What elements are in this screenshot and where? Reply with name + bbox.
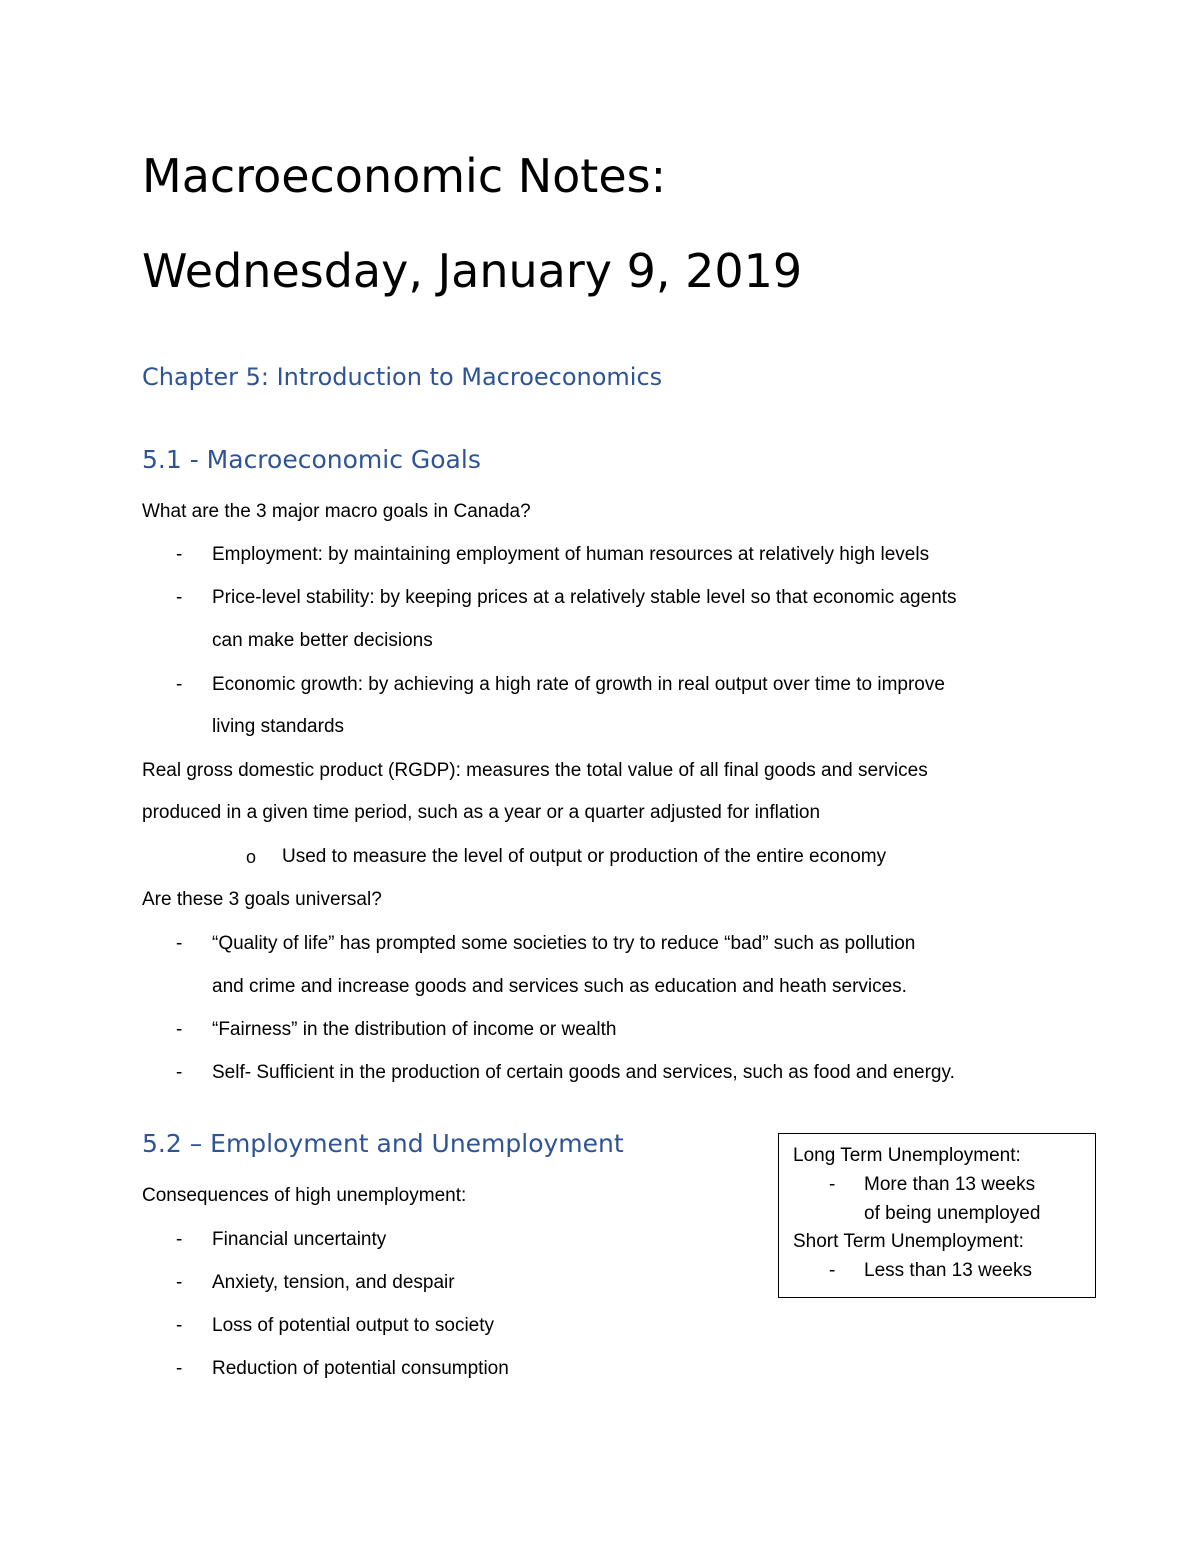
dash-bullet: - (176, 587, 183, 608)
long-term-item-cont: of being unemployed (864, 1203, 1041, 1224)
universal-quality-of-life: “Quality of life” has prompted some societies to try to reduce “bad” such as pollution (212, 933, 916, 954)
long-term-heading: Long Term Unemployment: (793, 1145, 1021, 1166)
short-term-item: Less than 13 weeks (864, 1260, 1032, 1281)
consequence-item: Reduction of potential consumption (212, 1358, 509, 1379)
dash-bullet: - (176, 1062, 183, 1083)
goal-price-stability-cont: can make better decisions (212, 630, 433, 651)
dash-bullet: - (176, 1229, 183, 1250)
consequence-item: Anxiety, tension, and despair (212, 1272, 455, 1293)
chapter-heading: Chapter 5: Introduction to Macroeconomics (142, 363, 663, 391)
universal-fairness: “Fairness” in the distribution of income or wealth (212, 1019, 617, 1040)
dash-bullet: - (176, 544, 183, 565)
dash-bullet: - (176, 1315, 183, 1336)
goal-employment: Employment: by maintaining employment of human resources at relatively high levels (212, 544, 930, 565)
dash-bullet: - (176, 1358, 183, 1379)
rgdp-sub-point: Used to measure the level of output or production of the entire economy (282, 846, 887, 867)
goal-economic-growth: Economic growth: by achieving a high rate of growth in real output over time to improve (212, 674, 945, 695)
section-heading-5-2: 5.2 – Employment and Unemployment (142, 1129, 624, 1158)
section-heading-5-1: 5.1 - Macroeconomic Goals (142, 445, 481, 474)
dash-bullet: - (176, 1019, 183, 1040)
rgdp-definition-cont: produced in a given time period, such as a year or a quarter adjusted for inflation (142, 802, 821, 823)
unemployment-definition-box (778, 1133, 1096, 1298)
question-universal: Are these 3 goals universal? (142, 889, 382, 910)
long-term-item: More than 13 weeks (864, 1174, 1036, 1195)
rgdp-definition: Real gross domestic product (RGDP): measures the total value of all final goods and services (142, 760, 928, 781)
consequences-label: Consequences of high unemployment: (142, 1185, 467, 1206)
goal-price-stability: Price-level stability: by keeping prices at a relatively stable level so that economic agents (212, 587, 957, 608)
dash-bullet: - (829, 1260, 836, 1281)
dash-bullet: - (176, 674, 183, 695)
circle-bullet: o (246, 847, 257, 867)
goal-economic-growth-cont: living standards (212, 716, 345, 737)
consequence-item: Loss of potential output to society (212, 1315, 495, 1336)
universal-self-sufficient: Self- Sufficient in the production of certain goods and services, such as food and energy. (212, 1062, 955, 1083)
page-title-line-2: Wednesday, January 9, 2019 (142, 244, 803, 298)
question-macro-goals: What are the 3 major macro goals in Canada? (142, 501, 531, 522)
universal-quality-of-life-cont: and crime and increase goods and services such as education and heath services. (212, 976, 907, 997)
dash-bullet: - (176, 933, 183, 954)
dash-bullet: - (829, 1174, 836, 1195)
short-term-heading: Short Term Unemployment: (793, 1231, 1024, 1252)
page-title-line-1: Macroeconomic Notes: (142, 149, 667, 203)
consequence-item: Financial uncertainty (212, 1229, 387, 1250)
dash-bullet: - (176, 1272, 183, 1293)
